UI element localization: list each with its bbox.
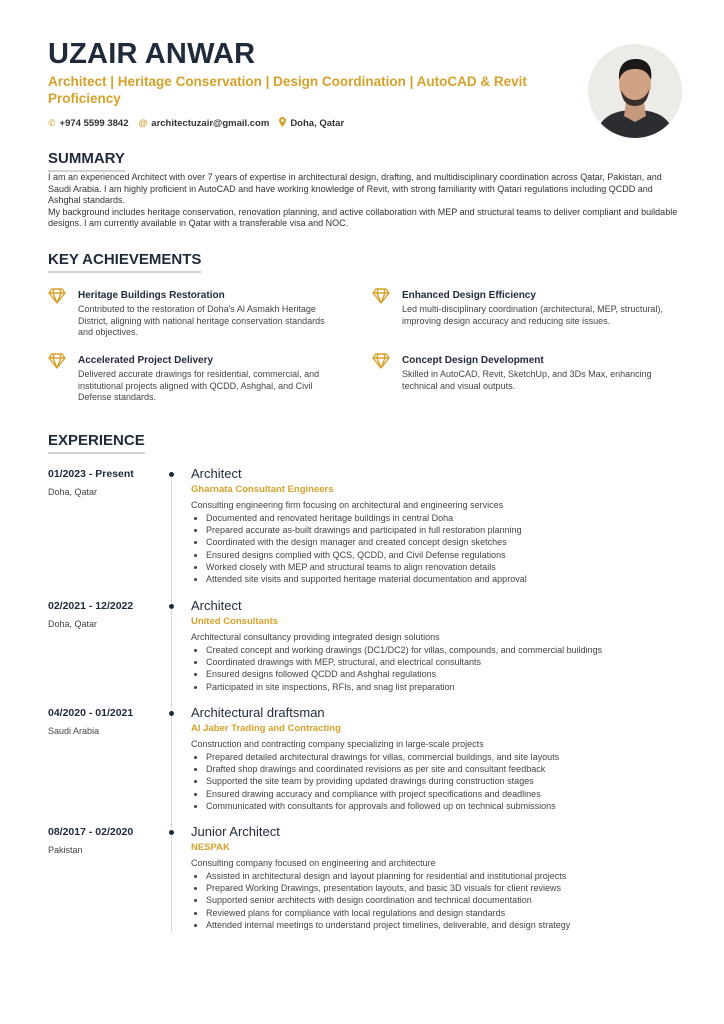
list-item: • Assisted in architectural design and layout planning for residential and institutional projects [206,870,570,882]
achievement-desc: Led multi-disciplinary coordination (architectural, MEP, structural), improving design accuracy and reducing site issues. [402,304,663,326]
phone-text: +974 5599 3842 [59,117,129,129]
achievement-desc: Skilled in AutoCAD, Revit, SketchUp, and 3Ds Max, enhancing technical and visual outputs. [402,369,652,391]
experience-heading: EXPERIENCE [48,432,145,454]
job-company: United Consultants [191,616,279,627]
timeline-line [171,478,172,931]
diamond-icon [48,288,66,304]
job-role: Architect [191,598,242,613]
diamond-icon [372,353,390,369]
timeline-dot [169,711,174,716]
job-location: Saudi Arabia [48,726,100,736]
job-role: Architectural draftsman [191,705,325,720]
job-bullets [191,644,602,693]
list-item: • Worked closely with MEP and structural teams to align renovation details [206,561,527,573]
job-dates: 02/2021 - 12/2022 [48,600,134,612]
at-icon: @ [138,118,148,128]
job-dates: 08/2017 - 02/2020 [48,826,134,838]
achievement-title: Heritage Buildings Restoration [78,290,225,301]
achievement-desc: Contributed to the restoration of Doha's Al Asmakh Heritage District, aligning with national heritage conservation standards and objectives. [78,304,325,337]
timeline-dot [169,830,174,835]
timeline-dot [169,472,174,477]
achievements-heading: KEY ACHIEVEMENTS [48,251,201,273]
list-item: • Prepared accurate as-built drawings and participated in full restoration planning [206,524,527,536]
list-item: • Attended site visits and supported heritage material documentation and approval [206,573,527,585]
list-item: • Prepared detailed architectural drawings for villas, commercial buildings, and site layouts [206,751,559,763]
job-location: Pakistan [48,845,83,855]
job-role: Junior Architect [191,824,280,839]
achievement-title: Accelerated Project Delivery [78,355,214,366]
list-item: • Coordinated with the design manager and created concept design sketches [206,536,527,548]
list-item: • Ensured designs complied with QCS, QCDD, and Civil Defense regulations [206,549,527,561]
list-item: • Documented and renovated heritage buildings in central Doha [206,512,527,524]
summary-text [48,172,678,230]
timeline-dot [169,604,174,609]
job-location: Doha, Qatar [48,619,98,629]
summary-paragraph-1: I am an experienced Architect with over 7 years of expertise in architectural design, drafting, and multidisciplinary coordination across Qatar, Pakistan, and Saudi Arabia. I am highly proficient in AutoCAD and have working knowledge of Revit, with strong familiarity with Qatari regulations including QCDD and Ashghal standards. [48,172,662,205]
list-item: • Reviewed plans for compliance with local regulations and design standards [206,907,570,919]
phone-icon: ✆ [48,117,56,128]
job-company: Al Jaber Trading and Contracting [191,723,341,734]
job-description: Architectural consultancy providing integrated design solutions [191,632,440,642]
job-description: Construction and contracting company specializing in large-scale projects [191,739,484,749]
job-description: Consulting engineering firm focusing on architectural and engineering services [191,500,504,510]
job-location: Doha, Qatar [48,487,98,497]
candidate-name: UZAIR ANWAR [48,38,256,70]
contact-row [48,117,344,129]
summary-paragraph-2: My background includes heritage conservation, renovation planning, and active collaboration with MEP and structural teams to deliver compliant and buildable designs. I am currently available in Qatar with a transferable visa and NOC. [48,206,678,228]
contact-email[interactable] [139,118,270,129]
list-item: • Coordinated drawings with MEP, structural, and electrical consultants [206,656,602,668]
headline: Architect | Heritage Conservation | Design Coordination | AutoCAD & Revit Proficiency [48,74,527,106]
job-dates: 04/2020 - 01/2021 [48,707,134,719]
contact-phone[interactable] [48,118,129,129]
diamond-icon [372,288,390,304]
list-item: • Created concept and working drawings (DC1/DC2) for villas, compounds, and commercial buildings [206,644,602,656]
list-item: • Communicated with consultants for approvals and followed up on technical submissions [206,800,559,812]
job-company: NESPAK [191,842,230,853]
list-item: • Prepared Working Drawings, presentation layouts, and basic 3D visuals for client reviews [206,882,570,894]
list-item: • Supported senior architects with design coordination and technical documentation [206,894,570,906]
list-item: • Attended internal meetings to understand project timelines, deliverable, and design strategy [206,919,570,931]
achievement-title: Concept Design Development [402,355,544,366]
email-text: architectuzair@gmail.com [151,117,270,129]
profile-photo [588,44,682,138]
list-item: • Drafted shop drawings and coordinated revisions as per site and consultant feedback [206,763,559,775]
job-bullets [191,870,570,931]
job-role: Architect [191,466,242,481]
achievement-title: Enhanced Design Efficiency [402,290,536,301]
job-bullets [191,512,527,585]
location-text: Doha, Qatar [290,117,345,129]
contact-location [279,117,344,129]
achievement-desc: Delivered accurate drawings for residential, commercial, and institutional projects aligned with QCDD, Ashghal, and Civil Defense standards. [78,369,320,402]
list-item: • Supported the site team by providing updated drawings during construction stages [206,775,559,787]
summary-heading: SUMMARY [48,150,125,172]
job-bullets [191,751,559,812]
list-item: • Participated in site inspections, RFIs, and snag list preparation [206,681,602,693]
job-dates: 01/2023 - Present [48,468,134,480]
pin-icon [279,117,286,129]
diamond-icon [48,353,66,369]
list-item: • Ensured drawing accuracy and compliance with project specifications and deadlines [206,788,559,800]
list-item: • Ensured designs followed QCDD and Ashghal regulations [206,668,602,680]
job-company: Gharnata Consultant Engineers [191,484,334,495]
job-description: Consulting company focused on engineering and architecture [191,858,436,868]
